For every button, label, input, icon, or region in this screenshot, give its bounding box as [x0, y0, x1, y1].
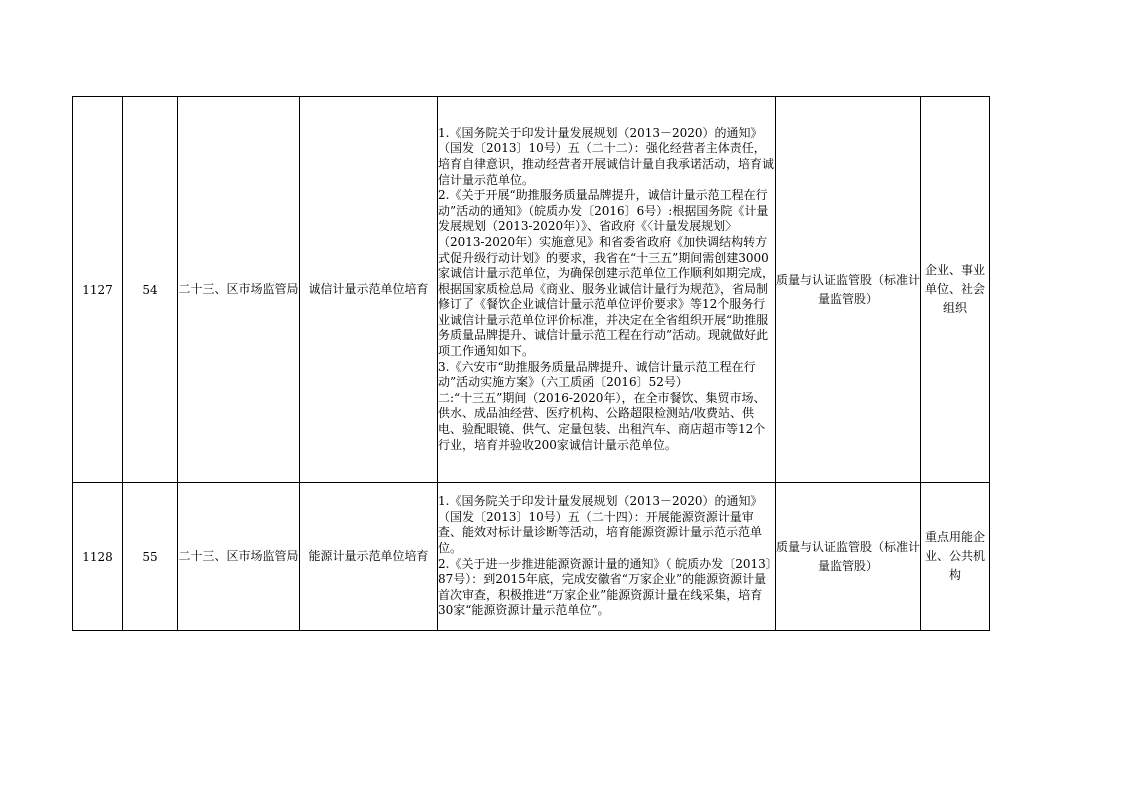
row-sequence: 55 — [123, 483, 178, 631]
target-cell: 重点用能企业、公共机构 — [921, 483, 990, 631]
basis-text: 1.《国务院关于印发计量发展规划（2013－2020）的通知》（国发〔2013〕10号）五（二十四）：开展能源资源计量审查、能效对标计量诊断等活动，培育能源资源计量示范示范单位。 2.《关于进一步推进能源资源计量的通知》（ 皖质办发〔2013〕87号）：到2015年底，完成安徽省“万家企业”的能源资源计量首次审查，积极推进“万家企业”能源资源计量在线采集，培育30家“能源资源计量示范单位”。 — [438, 494, 772, 618]
item-name-cell: 能源计量示范单位培育 — [300, 483, 438, 631]
row-number: 1127 — [73, 97, 123, 483]
basis-cell — [438, 483, 776, 631]
row-number: 1128 — [73, 483, 123, 631]
basis-cell — [438, 97, 776, 483]
table-row — [73, 483, 990, 631]
matters-table — [72, 96, 990, 631]
row-sequence: 54 — [123, 97, 178, 483]
table-row — [73, 97, 990, 483]
responsible-unit-cell: 质量与认证监管股（标准计量监管股） — [776, 483, 921, 631]
basis-text: 1.《国务院关于印发计量发展规划（2013－2020）的通知》（国发〔2013〕10号）五（二十二）：强化经营者主体责任，培育自律意识，推动经营者开展诚信计量自我承诺活动，培育诚信计量示范单位。 2.《关于开展“助推服务质量品牌提升，诚信计量示范工程在行动”活动的通知》（皖质办发〔2016〕6号）:根据国务院《计量发展规划（2013-2020年）》、省政府《〈计量发展规划〉（2013-2020年）实施意见》和省委省政府《加快调结构转方式促升级行动计划》的要求，我省在“十三五”期间需创建3000家诚信计量示范单位，为确保创建示范单位工作顺利如期完成，根据国家质检总局《商业、服务业诚信计量行为规范》，省局制修订了《餐饮企业诚信计量示范单位评价要求》等12个服务行业诚信计量示范单位评价标准，并决定在全省组织开展“助推服务质量品牌提升、诚信计量示范工程在行动”活动。现就做好此项工作通知如下。 3.《六安市“助推服务质量品牌提升、诚信计量示范工程在行动”活动实施方案》（六工质函〔2016〕52号） 二:“十三五”期间（2016-2020年），在全市餐饮、集贸市场、供水、成品油经营、医疗机构、公路超限检测站/收费站、供电、验配眼镜、供气、定量包装、出租汽车、商店超市等12个行业，培育并验收200家诚信计量示范单位。 — [438, 125, 775, 452]
target-cell: 企业、事业单位、社会组织 — [921, 97, 990, 483]
department-cell: 二十三、区市场监管局 — [178, 483, 300, 631]
department-cell: 二十三、区市场监管局 — [178, 97, 300, 483]
responsible-unit-cell: 质量与认证监管股（标准计量监管股） — [776, 97, 921, 483]
item-name-cell: 诚信计量示范单位培育 — [300, 97, 438, 483]
